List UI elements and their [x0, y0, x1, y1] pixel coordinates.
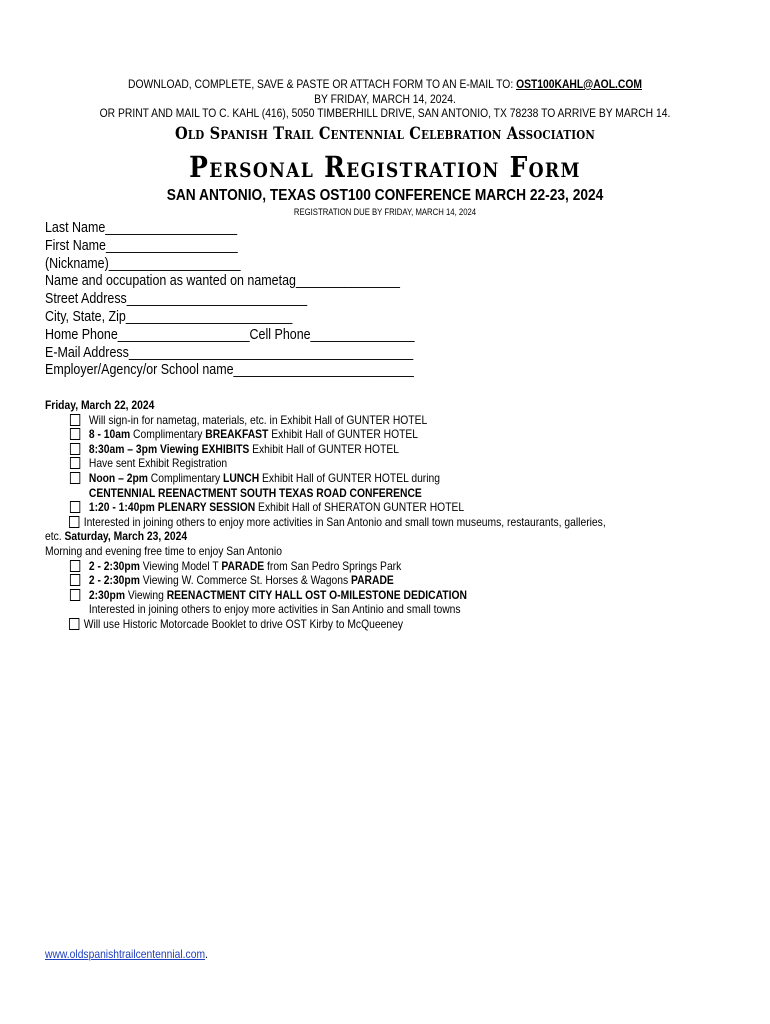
item-location: Exhibit Hall of SHERATON GUNTER HOTEL [255, 500, 465, 515]
saturday-subheading: Morning and evening free time to enjoy San Antonio [45, 543, 282, 558]
organization-name-text: Old Spanish Trail Centennial Celebration Association [174, 124, 596, 144]
item-time: 2 - 2:30pm [88, 573, 140, 588]
conference-line [0, 187, 770, 205]
item-text: Interested in joining others to enjoy more activities in San Antonio and small town museums, restaurants, galleries, [83, 514, 606, 529]
city-state-zip-field[interactable]: City, State, Zip________________________ [45, 308, 293, 325]
friday-item [45, 456, 606, 471]
wagons-parade-checkbox[interactable] [70, 574, 80, 586]
instruction-text: DOWNLOAD, COMPLETE, SAVE & PASTE OR ATTACH FORM TO AN E-MAIL TO: [128, 77, 517, 91]
activities-checkbox[interactable] [69, 516, 79, 528]
etc-text: etc. [45, 529, 65, 544]
due-note-text: REGISTRATION DUE BY FRIDAY, MARCH 14, 2024 [293, 207, 477, 217]
item-text: Viewing W. Commerce St. Horses & Wagons [139, 573, 351, 588]
schedule-section [45, 398, 697, 632]
plenary-checkbox[interactable] [70, 501, 80, 513]
instruction-line-3: OR PRINT AND MAIL TO C. KAHL (416), 5050 TIMBERHILL DRIVE, SAN ANTONIO, TX 78238 TO ARRIVE BY MARCH 14. [99, 106, 671, 120]
item-text: Will sign-in for nametag, materials, etc. in Exhibit Hall of GUNTER HOTEL [88, 412, 428, 427]
footer [45, 947, 208, 961]
form-title-text: Personal Registration Form [189, 150, 581, 184]
item-text: Complimentary [130, 427, 206, 442]
exhibits-checkbox[interactable] [70, 443, 80, 455]
item-text: Viewing Model T [139, 558, 222, 573]
organization-name [0, 124, 770, 144]
friday-heading-text: Friday, March 22, 2024 [45, 398, 155, 412]
breakfast-checkbox[interactable] [70, 428, 80, 440]
friday-item [45, 442, 606, 457]
item-text: Interested in joining others to enjoy more activities in San Antinio and small towns [88, 602, 461, 617]
saturday-item [45, 559, 606, 574]
item-time: 1:20 - 1:40pm PLENARY SESSION [88, 500, 256, 515]
item-text: Viewing [125, 587, 167, 602]
friday-item [45, 500, 606, 515]
item-time: 2 - 2:30pm [88, 558, 140, 573]
model-t-parade-checkbox[interactable] [70, 560, 80, 572]
employer-field[interactable]: Employer/Agency/or School name__________________________ [45, 362, 414, 379]
item-time: Noon – 2pm [88, 470, 148, 485]
item-location: Exhibit Hall of GUNTER HOTEL [268, 427, 419, 442]
friday-item [45, 427, 606, 442]
item-time: 8 - 10am [88, 427, 131, 442]
item-event: PARADE [350, 573, 394, 588]
item-location: Exhibit Hall of GUNTER HOTEL [249, 441, 399, 456]
saturday-item [45, 617, 606, 632]
motorcade-checkbox[interactable] [69, 618, 79, 630]
instruction-line-1 [54, 77, 716, 92]
saturday-item [45, 573, 606, 588]
phone-field[interactable]: Home Phone___________________Cell Phone_______________ [45, 326, 415, 343]
friday-item [45, 471, 606, 486]
conference-line-text: SAN ANTONIO, TEXAS OST100 CONFERENCE MARCH 22-23, 2024 [166, 187, 604, 204]
footer-period: . [205, 947, 208, 961]
saturday-item [45, 588, 606, 603]
email-address[interactable]: OST100KAHL@AOL.COM [516, 77, 642, 91]
due-note [0, 207, 770, 217]
first-name-field[interactable]: First Name___________________ [45, 237, 238, 254]
header-instructions [0, 77, 770, 121]
instruction-line-2: BY FRIDAY, MARCH 14, 2024. [314, 91, 456, 106]
item-text: Complimentary [147, 470, 224, 485]
saturday-item [45, 602, 606, 617]
item-time: 2:30pm [88, 587, 126, 602]
nametag-field[interactable]: Name and occupation as wanted on nametag_______________ [45, 273, 400, 290]
exhibit-registration-checkbox[interactable] [70, 457, 80, 469]
lunch-checkbox[interactable] [70, 472, 80, 484]
milestone-dedication-checkbox[interactable] [70, 589, 80, 601]
signin-checkbox[interactable] [70, 414, 80, 426]
item-event: BREAKFAST [205, 427, 269, 442]
street-address-field[interactable]: Street Address__________________________ [45, 291, 308, 308]
nickname-field[interactable]: (Nickname)___________________ [45, 255, 241, 272]
saturday-heading [45, 529, 606, 544]
friday-heading [45, 398, 606, 413]
item-event: CENTENNIAL REENACTMENT SOUTH TEXAS ROAD CONFERENCE [88, 485, 422, 500]
friday-item [45, 515, 606, 530]
item-text: Will use Historic Motorcade Booklet to drive OST Kirby to McQueeney [83, 616, 403, 631]
item-location: from San Pedro Springs Park [264, 558, 402, 573]
item-event: PARADE [221, 558, 265, 573]
form-title [0, 150, 770, 184]
item-text: Have sent Exhibit Registration [88, 456, 228, 471]
item-event: LUNCH [223, 470, 260, 485]
friday-item [45, 413, 606, 428]
email-field[interactable]: E-Mail Address_________________________________________ [45, 344, 414, 361]
last-name-field[interactable]: Last Name___________________ [45, 220, 238, 236]
item-time: 8:30am – 3pm Viewing EXHIBITS [88, 441, 250, 456]
website-link[interactable]: www.oldspanishtrailcentennial.com [45, 947, 206, 961]
item-location: Exhibit Hall of GUNTER HOTEL during [259, 470, 441, 485]
personal-fields [45, 220, 475, 380]
saturday-heading-text: Saturday, March 23, 2024 [64, 529, 188, 544]
item-event: REENACTMENT CITY HALL OST O-MILESTONE DEDICATION [166, 587, 467, 602]
friday-item [45, 486, 606, 501]
